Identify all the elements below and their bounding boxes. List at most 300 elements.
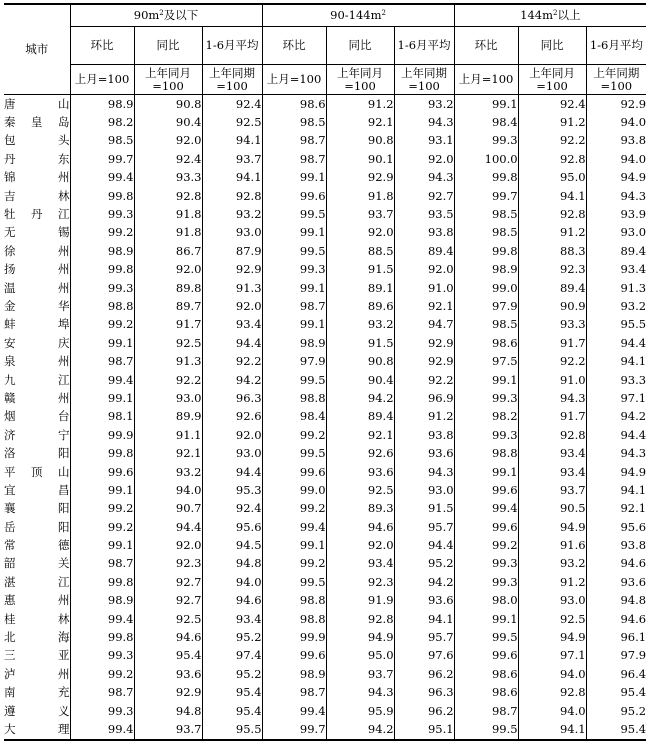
index-value: 92.4 <box>134 150 202 168</box>
sub-header-h1-avg: 1-6月平均 <box>586 27 646 65</box>
index-value: 91.5 <box>326 334 394 352</box>
index-value: 92.0 <box>202 297 262 315</box>
index-value: 98.7 <box>70 684 134 702</box>
index-value: 93.8 <box>394 224 454 242</box>
table-row <box>4 628 646 646</box>
index-value: 99.5 <box>262 444 326 462</box>
city-name: 惠州 <box>4 593 70 608</box>
index-value: 95.4 <box>134 647 202 665</box>
index-value: 93.2 <box>518 555 586 573</box>
city-name: 丹东 <box>4 151 70 166</box>
index-value: 93.6 <box>394 592 454 610</box>
index-value: 99.1 <box>454 610 518 628</box>
index-value: 95.4 <box>586 684 646 702</box>
index-value: 98.5 <box>454 316 518 334</box>
index-value: 98.6 <box>454 665 518 683</box>
index-value: 93.0 <box>394 481 454 499</box>
index-value: 92.8 <box>518 684 586 702</box>
city-name: 吉林 <box>4 188 70 203</box>
index-value: 91.2 <box>518 573 586 591</box>
city-name: 无锡 <box>4 225 70 240</box>
index-value: 94.4 <box>202 463 262 481</box>
index-value: 89.1 <box>326 279 394 297</box>
sub-header-mom: 环比 <box>454 27 518 65</box>
index-value: 93.4 <box>326 555 394 573</box>
index-value: 90.8 <box>326 132 394 150</box>
index-value: 89.6 <box>326 297 394 315</box>
city-name: 韶关 <box>4 556 70 571</box>
index-value: 92.0 <box>326 536 394 554</box>
index-value: 92.8 <box>518 426 586 444</box>
table-row <box>4 279 646 297</box>
index-value: 94.3 <box>394 463 454 481</box>
index-value: 89.4 <box>326 408 394 426</box>
index-value: 98.5 <box>262 113 326 131</box>
index-value: 94.6 <box>202 592 262 610</box>
index-value: 89.4 <box>394 242 454 260</box>
index-value: 99.2 <box>262 555 326 573</box>
city-name: 赣州 <box>4 390 70 405</box>
table-row <box>4 720 646 739</box>
table-row <box>4 665 646 683</box>
index-value: 94.0 <box>518 702 586 720</box>
sub-header-h1-avg: 1-6月平均 <box>202 27 262 65</box>
index-value: 94.1 <box>586 481 646 499</box>
sub-header-mom: 环比 <box>262 27 326 65</box>
index-value: 99.0 <box>262 481 326 499</box>
index-value: 94.3 <box>586 444 646 462</box>
index-value: 94.2 <box>394 573 454 591</box>
index-value: 94.1 <box>518 720 586 739</box>
base-header-h1-avg: 上年同期=100 <box>202 65 262 95</box>
index-value: 94.7 <box>394 316 454 334</box>
index-value: 92.2 <box>202 352 262 370</box>
index-value: 90.1 <box>326 150 394 168</box>
index-value: 91.0 <box>518 371 586 389</box>
index-value: 91.2 <box>394 408 454 426</box>
index-value: 99.4 <box>70 610 134 628</box>
index-value: 90.5 <box>518 500 586 518</box>
city-name: 牡丹江 <box>4 207 70 222</box>
base-header-yoy: 上年同月=100 <box>134 65 202 95</box>
index-value: 90.4 <box>326 371 394 389</box>
index-value: 94.9 <box>586 463 646 481</box>
index-value: 99.8 <box>70 187 134 205</box>
city-name: 南充 <box>4 685 70 700</box>
table-row <box>4 334 646 352</box>
index-value: 98.4 <box>454 113 518 131</box>
index-value: 93.3 <box>586 371 646 389</box>
table-row <box>4 610 646 628</box>
table-row <box>4 647 646 665</box>
index-value: 98.8 <box>262 592 326 610</box>
index-value: 92.2 <box>518 132 586 150</box>
index-value: 94.4 <box>586 334 646 352</box>
index-value: 94.6 <box>326 518 394 536</box>
table-row <box>4 132 646 150</box>
index-value: 92.5 <box>518 610 586 628</box>
index-value: 99.2 <box>454 536 518 554</box>
index-value: 92.7 <box>134 592 202 610</box>
index-value: 92.1 <box>326 426 394 444</box>
index-value: 94.3 <box>518 389 586 407</box>
index-value: 98.7 <box>70 352 134 370</box>
index-value: 94.0 <box>586 113 646 131</box>
index-value: 88.3 <box>518 242 586 260</box>
index-value: 99.4 <box>70 371 134 389</box>
index-value: 93.6 <box>326 463 394 481</box>
index-value: 94.9 <box>518 628 586 646</box>
index-value: 100.0 <box>454 150 518 168</box>
table-row <box>4 352 646 370</box>
index-value: 90.8 <box>326 352 394 370</box>
index-value: 97.1 <box>518 647 586 665</box>
table-row <box>4 150 646 168</box>
index-value: 99.1 <box>262 536 326 554</box>
index-value: 99.2 <box>70 518 134 536</box>
index-value: 86.7 <box>134 242 202 260</box>
table-row <box>4 205 646 223</box>
sub-header-h1-avg: 1-6月平均 <box>394 27 454 65</box>
index-value: 99.1 <box>70 481 134 499</box>
index-value: 94.3 <box>394 169 454 187</box>
index-value: 95.2 <box>394 555 454 573</box>
city-name: 常德 <box>4 538 70 553</box>
index-value: 95.4 <box>202 684 262 702</box>
index-value: 94.6 <box>134 628 202 646</box>
index-value: 99.2 <box>70 316 134 334</box>
index-value: 95.5 <box>202 720 262 739</box>
city-name: 济宁 <box>4 427 70 442</box>
index-value: 94.1 <box>394 610 454 628</box>
table-row <box>4 444 646 462</box>
index-value: 88.5 <box>326 242 394 260</box>
index-value: 92.4 <box>518 95 586 114</box>
index-value: 92.8 <box>518 205 586 223</box>
index-value: 92.8 <box>134 187 202 205</box>
index-value: 99.6 <box>70 463 134 481</box>
table-row <box>4 371 646 389</box>
index-value: 93.6 <box>586 573 646 591</box>
table-row <box>4 500 646 518</box>
index-value: 91.6 <box>518 536 586 554</box>
city-column-header: 城市 <box>4 4 70 95</box>
index-value: 92.6 <box>202 408 262 426</box>
index-value: 94.6 <box>586 610 646 628</box>
index-value: 90.4 <box>134 113 202 131</box>
index-value: 94.3 <box>326 684 394 702</box>
index-value: 99.8 <box>70 444 134 462</box>
index-value: 92.3 <box>518 261 586 279</box>
index-value: 99.6 <box>454 481 518 499</box>
index-value: 99.1 <box>262 169 326 187</box>
index-value: 99.3 <box>454 555 518 573</box>
index-value: 99.1 <box>262 316 326 334</box>
index-value: 98.5 <box>454 224 518 242</box>
group-header-large: $144m^2$以上 <box>454 4 646 27</box>
index-value: 92.7 <box>394 187 454 205</box>
index-value: 93.8 <box>394 426 454 444</box>
index-value: 99.9 <box>262 628 326 646</box>
index-value: 92.5 <box>134 334 202 352</box>
index-value: 94.9 <box>326 628 394 646</box>
index-value: 98.7 <box>262 132 326 150</box>
index-value: 99.6 <box>454 518 518 536</box>
index-value: 99.1 <box>454 463 518 481</box>
index-value: 99.3 <box>454 389 518 407</box>
index-value: 98.8 <box>454 444 518 462</box>
index-value: 92.8 <box>326 610 394 628</box>
index-value: 94.0 <box>202 573 262 591</box>
index-value: 97.9 <box>586 647 646 665</box>
index-value: 89.3 <box>326 500 394 518</box>
index-value: 93.0 <box>134 389 202 407</box>
city-name: 遵义 <box>4 703 70 718</box>
index-value: 99.6 <box>454 647 518 665</box>
index-value: 95.9 <box>326 702 394 720</box>
index-value: 97.5 <box>454 352 518 370</box>
index-value: 97.4 <box>202 647 262 665</box>
index-value: 94.6 <box>586 555 646 573</box>
index-value: 89.8 <box>134 279 202 297</box>
city-name: 襄阳 <box>4 501 70 516</box>
index-value: 99.8 <box>70 573 134 591</box>
index-value: 99.2 <box>262 500 326 518</box>
base-header-mom: 上月=100 <box>70 65 134 95</box>
index-value: 98.1 <box>70 408 134 426</box>
index-value: 93.0 <box>586 224 646 242</box>
index-value: 95.0 <box>518 169 586 187</box>
index-value: 99.7 <box>262 720 326 739</box>
index-value: 99.3 <box>262 261 326 279</box>
city-name: 桂林 <box>4 611 70 626</box>
index-value: 94.1 <box>586 352 646 370</box>
index-value: 93.8 <box>586 536 646 554</box>
city-name: 包头 <box>4 133 70 148</box>
index-value: 99.8 <box>454 242 518 260</box>
index-value: 99.3 <box>454 132 518 150</box>
index-value: 94.9 <box>518 518 586 536</box>
index-value: 94.2 <box>586 408 646 426</box>
base-header-mom: 上月=100 <box>262 65 326 95</box>
table-row <box>4 113 646 131</box>
table-row <box>4 169 646 187</box>
index-value: 94.1 <box>202 132 262 150</box>
index-value: 97.1 <box>586 389 646 407</box>
index-value: 91.8 <box>134 224 202 242</box>
index-value: 99.1 <box>70 389 134 407</box>
index-value: 95.3 <box>202 481 262 499</box>
index-value: 92.2 <box>394 371 454 389</box>
index-value: 92.7 <box>134 573 202 591</box>
index-value: 99.3 <box>70 205 134 223</box>
table-row <box>4 684 646 702</box>
index-value: 92.9 <box>586 95 646 114</box>
index-value: 94.0 <box>586 150 646 168</box>
city-name: 徐州 <box>4 243 70 258</box>
city-name: 北海 <box>4 630 70 645</box>
index-value: 93.4 <box>202 316 262 334</box>
index-value: 90.7 <box>134 500 202 518</box>
index-value: 99.4 <box>70 720 134 739</box>
index-value: 99.3 <box>70 279 134 297</box>
index-value: 95.6 <box>586 518 646 536</box>
table-body <box>4 95 646 740</box>
index-value: 98.2 <box>70 113 134 131</box>
index-value: 92.1 <box>586 500 646 518</box>
table-row <box>4 481 646 499</box>
city-name: 平顶山 <box>4 464 70 479</box>
index-value: 93.9 <box>586 205 646 223</box>
index-value: 94.4 <box>586 426 646 444</box>
index-value: 92.3 <box>134 555 202 573</box>
index-value: 95.7 <box>394 628 454 646</box>
index-value: 91.0 <box>394 279 454 297</box>
index-value: 91.5 <box>326 261 394 279</box>
group-header-small: $90m^2$及以下 <box>70 4 262 27</box>
index-value: 98.7 <box>262 297 326 315</box>
index-value: 93.2 <box>586 297 646 315</box>
index-value: 89.4 <box>518 279 586 297</box>
table-row <box>4 463 646 481</box>
index-value: 99.3 <box>454 573 518 591</box>
index-value: 92.0 <box>134 132 202 150</box>
index-value: 93.4 <box>518 444 586 462</box>
index-value: 99.1 <box>262 224 326 242</box>
table-row <box>4 573 646 591</box>
index-value: 99.2 <box>70 224 134 242</box>
index-value: 92.1 <box>134 444 202 462</box>
index-value: 94.2 <box>202 371 262 389</box>
city-name: 泸州 <box>4 666 70 681</box>
group-header-medium: $90-144m^2$ <box>262 4 454 27</box>
index-value: 94.5 <box>202 536 262 554</box>
index-value: 93.3 <box>518 316 586 334</box>
index-value: 98.5 <box>454 205 518 223</box>
index-value: 98.7 <box>262 684 326 702</box>
index-value: 92.5 <box>134 610 202 628</box>
index-value: 92.5 <box>326 481 394 499</box>
index-value: 98.6 <box>454 334 518 352</box>
index-value: 93.4 <box>202 610 262 628</box>
index-value: 91.3 <box>202 279 262 297</box>
index-value: 96.1 <box>586 628 646 646</box>
index-value: 99.5 <box>262 573 326 591</box>
index-value: 98.8 <box>262 610 326 628</box>
index-value: 94.2 <box>326 720 394 739</box>
index-value: 93.7 <box>134 720 202 739</box>
index-value: 93.6 <box>394 444 454 462</box>
index-value: 99.5 <box>262 371 326 389</box>
index-value: 87.9 <box>202 242 262 260</box>
index-value: 95.7 <box>394 518 454 536</box>
index-value: 97.6 <box>394 647 454 665</box>
index-value: 89.7 <box>134 297 202 315</box>
price-index-table-container <box>4 3 646 741</box>
index-value: 93.7 <box>518 481 586 499</box>
index-value: 92.1 <box>394 297 454 315</box>
index-value: 98.4 <box>262 408 326 426</box>
index-value: 92.4 <box>202 95 262 114</box>
table-row <box>4 316 646 334</box>
index-value: 94.3 <box>394 113 454 131</box>
index-value: 99.1 <box>262 279 326 297</box>
index-value: 94.8 <box>202 555 262 573</box>
index-value: 98.9 <box>262 665 326 683</box>
index-value: 91.8 <box>134 205 202 223</box>
index-value: 92.1 <box>326 113 394 131</box>
index-value: 99.5 <box>262 242 326 260</box>
table-row <box>4 187 646 205</box>
index-value: 93.0 <box>202 224 262 242</box>
index-value: 99.4 <box>454 500 518 518</box>
index-value: 93.5 <box>394 205 454 223</box>
index-value: 89.9 <box>134 408 202 426</box>
table-header <box>4 4 646 95</box>
index-value: 93.4 <box>518 463 586 481</box>
index-value: 92.6 <box>326 444 394 462</box>
index-value: 91.3 <box>134 352 202 370</box>
index-value: 99.3 <box>70 702 134 720</box>
index-value: 98.9 <box>262 334 326 352</box>
index-value: 93.7 <box>326 205 394 223</box>
index-value: 98.5 <box>70 132 134 150</box>
index-value: 92.5 <box>202 113 262 131</box>
index-value: 92.9 <box>202 261 262 279</box>
index-value: 99.6 <box>262 187 326 205</box>
index-value: 99.1 <box>454 371 518 389</box>
index-value: 98.7 <box>454 702 518 720</box>
index-value: 94.4 <box>134 518 202 536</box>
index-value: 99.8 <box>70 261 134 279</box>
index-value: 91.5 <box>394 500 454 518</box>
index-value: 92.4 <box>202 500 262 518</box>
index-value: 91.7 <box>134 316 202 334</box>
city-name: 岳阳 <box>4 519 70 534</box>
base-header-h1-avg: 上年同期=100 <box>394 65 454 95</box>
index-value: 94.0 <box>134 481 202 499</box>
index-value: 96.3 <box>394 684 454 702</box>
index-value: 92.0 <box>326 224 394 242</box>
base-header-mom: 上月=100 <box>454 65 518 95</box>
index-value: 98.7 <box>70 555 134 573</box>
index-value: 94.1 <box>518 187 586 205</box>
index-value: 98.9 <box>70 242 134 260</box>
index-value: 91.2 <box>518 224 586 242</box>
table-row <box>4 536 646 554</box>
index-value: 95.4 <box>202 702 262 720</box>
index-value: 98.7 <box>262 150 326 168</box>
table-row <box>4 592 646 610</box>
index-value: 93.8 <box>586 132 646 150</box>
index-value: 95.5 <box>586 316 646 334</box>
table-row <box>4 242 646 260</box>
index-value: 90.8 <box>134 95 202 114</box>
index-value: 99.7 <box>454 187 518 205</box>
index-value: 93.7 <box>202 150 262 168</box>
index-value: 99.1 <box>70 334 134 352</box>
city-name: 九江 <box>4 372 70 387</box>
index-value: 92.0 <box>202 426 262 444</box>
index-value: 99.4 <box>262 518 326 536</box>
index-value: 91.8 <box>326 187 394 205</box>
index-value: 95.2 <box>202 628 262 646</box>
index-value: 91.7 <box>518 408 586 426</box>
index-value: 98.6 <box>262 95 326 114</box>
index-value: 96.2 <box>394 665 454 683</box>
city-name: 温州 <box>4 280 70 295</box>
index-value: 99.6 <box>262 463 326 481</box>
